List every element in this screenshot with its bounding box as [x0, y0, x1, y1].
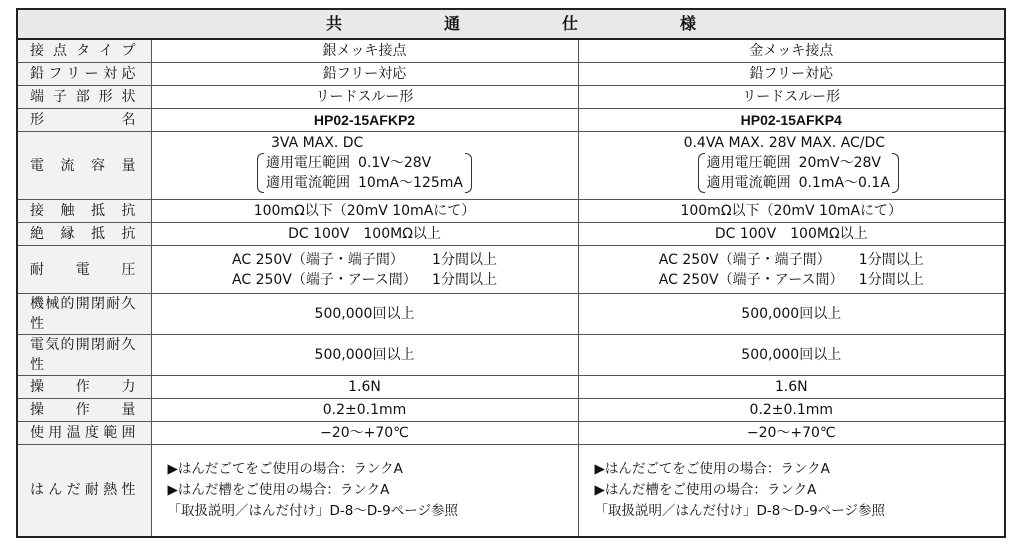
cell-value: リードスルー形 [578, 86, 1005, 109]
cell-value: 1.6N [578, 376, 1005, 399]
cell-value: DC 100V 100MΩ以上 [578, 223, 1005, 246]
cell-value: 0.2±0.1mm [151, 399, 578, 422]
row-label: 端子部形状 [17, 86, 151, 109]
capacity-range [257, 153, 472, 193]
cell-value: 鉛フリー対応 [578, 63, 1005, 86]
cell-value: 金メッキ接点 [578, 39, 1005, 63]
capacity-cell [578, 132, 1005, 200]
cell-value: −20～+70℃ [151, 422, 578, 445]
row-label: 使用温度範囲 [17, 422, 151, 445]
cell-value: 銀メッキ接点 [151, 39, 578, 63]
solder-reference: 「取扱説明／はんだ付け」D-8～D-9ページ参照 [167, 502, 458, 519]
title-char: 様 [679, 14, 696, 33]
table-row [17, 223, 1005, 246]
range-key: 適用電圧範囲 [706, 154, 791, 171]
cell-value: DC 100V 100MΩ以上 [151, 223, 578, 246]
table-row [17, 246, 1005, 294]
row-label: 機械的開閉耐久性 [17, 294, 151, 335]
table-row [17, 399, 1005, 422]
row-label: 鉛フリー対応 [17, 63, 151, 86]
table-title [17, 9, 1005, 39]
table-row [17, 200, 1005, 223]
capacity-main: 3VA MAX. DC [271, 134, 364, 151]
solder-note: ▶はんだごてをご使用の場合：ランクA [594, 460, 830, 477]
table-row [17, 294, 1005, 335]
cell-value: 鉛フリー対応 [151, 63, 578, 86]
right-bracket [465, 153, 472, 193]
model-name: HP02-15AFKP2 [151, 109, 578, 132]
capacity-main: 0.4VA MAX. 28V MAX. AC/DC [683, 134, 886, 151]
solder-note: ▶はんだ槽をご使用の場合：ランクA [167, 481, 390, 498]
range-value: 0.1mA～0.1A [798, 174, 890, 191]
solder-reference: 「取扱説明／はんだ付け」D-8～D-9ページ参照 [594, 502, 885, 519]
row-label: 操作量 [17, 399, 151, 422]
withstand-duration: 1分間以上 [858, 271, 924, 288]
withstand-condition: AC 250V（端子・アース間） [232, 271, 417, 288]
cell-value: 1.6N [151, 376, 578, 399]
cell-value: 500,000回以上 [151, 294, 578, 335]
row-label: 接触抵抗 [17, 200, 151, 223]
table-row [17, 376, 1005, 399]
withstand-duration: 1分間以上 [432, 271, 497, 288]
right-bracket [892, 153, 899, 193]
table-row [17, 422, 1005, 445]
range-key: 適用電圧範囲 [266, 154, 351, 171]
spec-sheet [16, 8, 1004, 538]
range-value: 20mV～28V [798, 154, 881, 171]
solder-note: ▶はんだ槽をご使用の場合：ランクA [594, 481, 817, 498]
cell-value: 500,000回以上 [151, 335, 578, 376]
cell-value: 500,000回以上 [578, 335, 1005, 376]
table-row [17, 445, 1005, 537]
cell-value: 500,000回以上 [578, 294, 1005, 335]
row-label: 形名 [17, 109, 151, 132]
range-value: 0.1V～28V [358, 154, 432, 171]
title-char: 共 [325, 14, 342, 33]
row-label: 接点タイプ [17, 39, 151, 63]
title-char: 仕 [561, 14, 578, 33]
table-row [17, 132, 1005, 200]
cell-value: リードスルー形 [151, 86, 578, 109]
table-row [17, 63, 1005, 86]
cell-value: 100mΩ以下（20mV 10mAにて） [151, 200, 578, 223]
title-char: 通 [443, 14, 460, 33]
row-label: 電流容量 [17, 132, 151, 200]
withstand-condition: AC 250V（端子・端子間） [232, 251, 404, 268]
table-row [17, 109, 1005, 132]
withstand-condition: AC 250V（端子・アース間） [658, 271, 844, 288]
withstand-cell [151, 246, 578, 294]
model-name: HP02-15AFKP4 [578, 109, 1005, 132]
capacity-range [698, 153, 899, 193]
left-bracket [257, 153, 264, 193]
row-label: 電気的開閉耐久性 [17, 335, 151, 376]
table-row [17, 39, 1005, 63]
cell-value: 0.2±0.1mm [578, 399, 1005, 422]
row-label: 耐電圧 [17, 246, 151, 294]
withstand-condition: AC 250V（端子・端子間） [658, 251, 831, 268]
capacity-cell [151, 132, 578, 200]
solder-note: ▶はんだごてをご使用の場合：ランクA [167, 460, 403, 477]
withstand-duration: 1分間以上 [432, 251, 497, 268]
withstand-duration: 1分間以上 [858, 251, 924, 268]
table-row [17, 335, 1005, 376]
left-bracket [698, 153, 705, 193]
row-label: 絶縁抵抗 [17, 223, 151, 246]
range-key: 適用電流範囲 [266, 174, 351, 191]
withstand-cell [578, 246, 1005, 294]
cell-value: −20～+70℃ [578, 422, 1005, 445]
common-spec-table [16, 8, 1006, 538]
row-label: はんだ耐熱性 [17, 445, 151, 537]
cell-value: 100mΩ以下（20mV 10mAにて） [578, 200, 1005, 223]
table-row [17, 86, 1005, 109]
solder-cell [151, 445, 578, 537]
range-key: 適用電流範囲 [706, 174, 791, 191]
range-value: 10mA～125mA [358, 174, 463, 191]
solder-cell [578, 445, 1005, 537]
row-label: 操作力 [17, 376, 151, 399]
